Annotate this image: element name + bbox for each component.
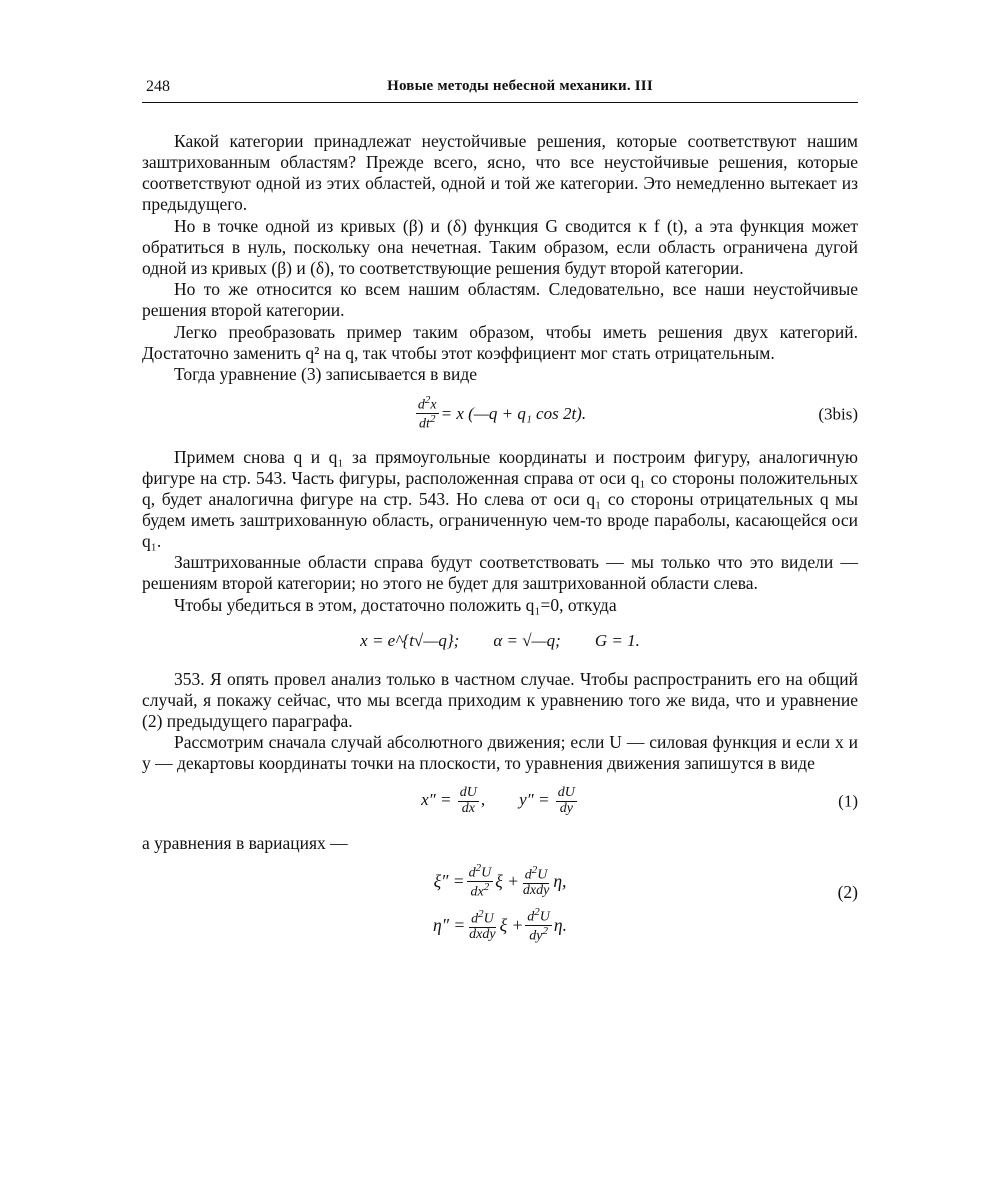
paragraph: Но в точке одной из кривых (β) и (δ) функция G сводится к f (t), а эта функция может обратиться в нуль, поскольку она нечетная. Таким образом, если область ограничена дугой одной из кривых (β) и (δ), то соответствующие решения будут второй категории. xyxy=(142,215,858,278)
equation-1-right: y″ = $\frac{dU}{dy}$ xyxy=(519,785,575,816)
fraction: $\frac{d^2x}{dt^2}$ xyxy=(417,394,437,432)
paragraph: Тогда уравнение (3) записывается в виде xyxy=(174,364,478,384)
equation-rhs: = x (—q + q₁ cos 2t). xyxy=(440,404,587,424)
paragraph: Примем снова q и q₁ за прямоугольные координаты и построим фигуру, аналогичную фигуре на стр. 543. Часть фигуры, расположенная справа от оси q₁ со стороны положительных q, будет аналогична фигуре на стр. 543. Но слева от оси q₁ со стороны отрицательных q мы будем иметь заштрихованную область, ограниченную чем-то вроде параболы, касающейся оси q₁. xyxy=(142,446,858,551)
paragraph: Но то же относится ко всем нашим областям. Следовательно, все наши неустойчивые решения второй категории. xyxy=(142,279,858,320)
paragraph: Какой категории принадлежат неустойчивые решения, которые соответствуют нашим заштрихованным областям? Прежде всего, ясно, что все неустойчивые решения, которые соответствуют одной из этих областей, одной и той же категории. Это немедленно вытекает из предыдущего. xyxy=(142,131,858,214)
equation-2-row-xi: ξ″ = $\frac{d^2U}{dx^2}$ ξ + $\frac{d^2U}{\text{dxdy}}$ η, xyxy=(433,861,567,900)
page-header xyxy=(142,76,858,103)
paragraph: а уравнения в вариациях — xyxy=(142,832,348,853)
paragraph: Рассмотрим сначала случай абсолютного движения; если U — силовая функция и если x и y — декартовы координаты точки на плоскости, то уравнения движения запишутся в виде xyxy=(142,732,858,774)
equation-2-row-eta: η″ = $\frac{d^2U}{\text{dxdy}}$ ξ + $\frac{d^2U}{dy^2}$ η. xyxy=(433,905,567,944)
equation-alpha: α = √—q; xyxy=(493,630,561,650)
equation-number: (2) xyxy=(837,881,858,902)
paragraph: Легко преобразовать пример таким образом, чтобы иметь решения двух категорий. Достаточно заменить q² на q, так чтобы этот коэффициент мог стать отрицательным. xyxy=(142,321,858,363)
equation-substitution xyxy=(142,630,858,651)
page xyxy=(142,76,858,948)
equation-2-system xyxy=(142,860,858,948)
equation-1 xyxy=(142,786,858,816)
equation-g: G = 1. xyxy=(594,630,640,650)
page-body xyxy=(142,131,858,948)
page-number: 248 xyxy=(146,78,170,95)
equation-1-left: x″ = $\frac{dU}{dx}$ , xyxy=(421,785,486,816)
paragraph: 353. Я опять провел анализ только в частном случае. Чтобы распространить его на общий случай, я покажу сейчас, что мы всегда приходим к уравнению того же вида, что и уравнение (2) предыдущего параграфа. xyxy=(142,668,858,731)
equation-number: (1) xyxy=(838,791,858,811)
equation-x: x = e^{t√—q}; xyxy=(360,630,460,650)
equation-number: (3bis) xyxy=(818,404,858,424)
paragraph: Заштрихованные области справа будут соответствовать — мы только что это видели — решениям второй категории; но этого не будет для заштрихованной области слева. xyxy=(142,552,858,594)
paragraph: Чтобы убедиться в этом, достаточно положить q₁=0, откуда xyxy=(174,594,617,615)
equation-3bis xyxy=(142,395,858,433)
running-title: Новые методы небесной механики. III xyxy=(387,78,653,94)
